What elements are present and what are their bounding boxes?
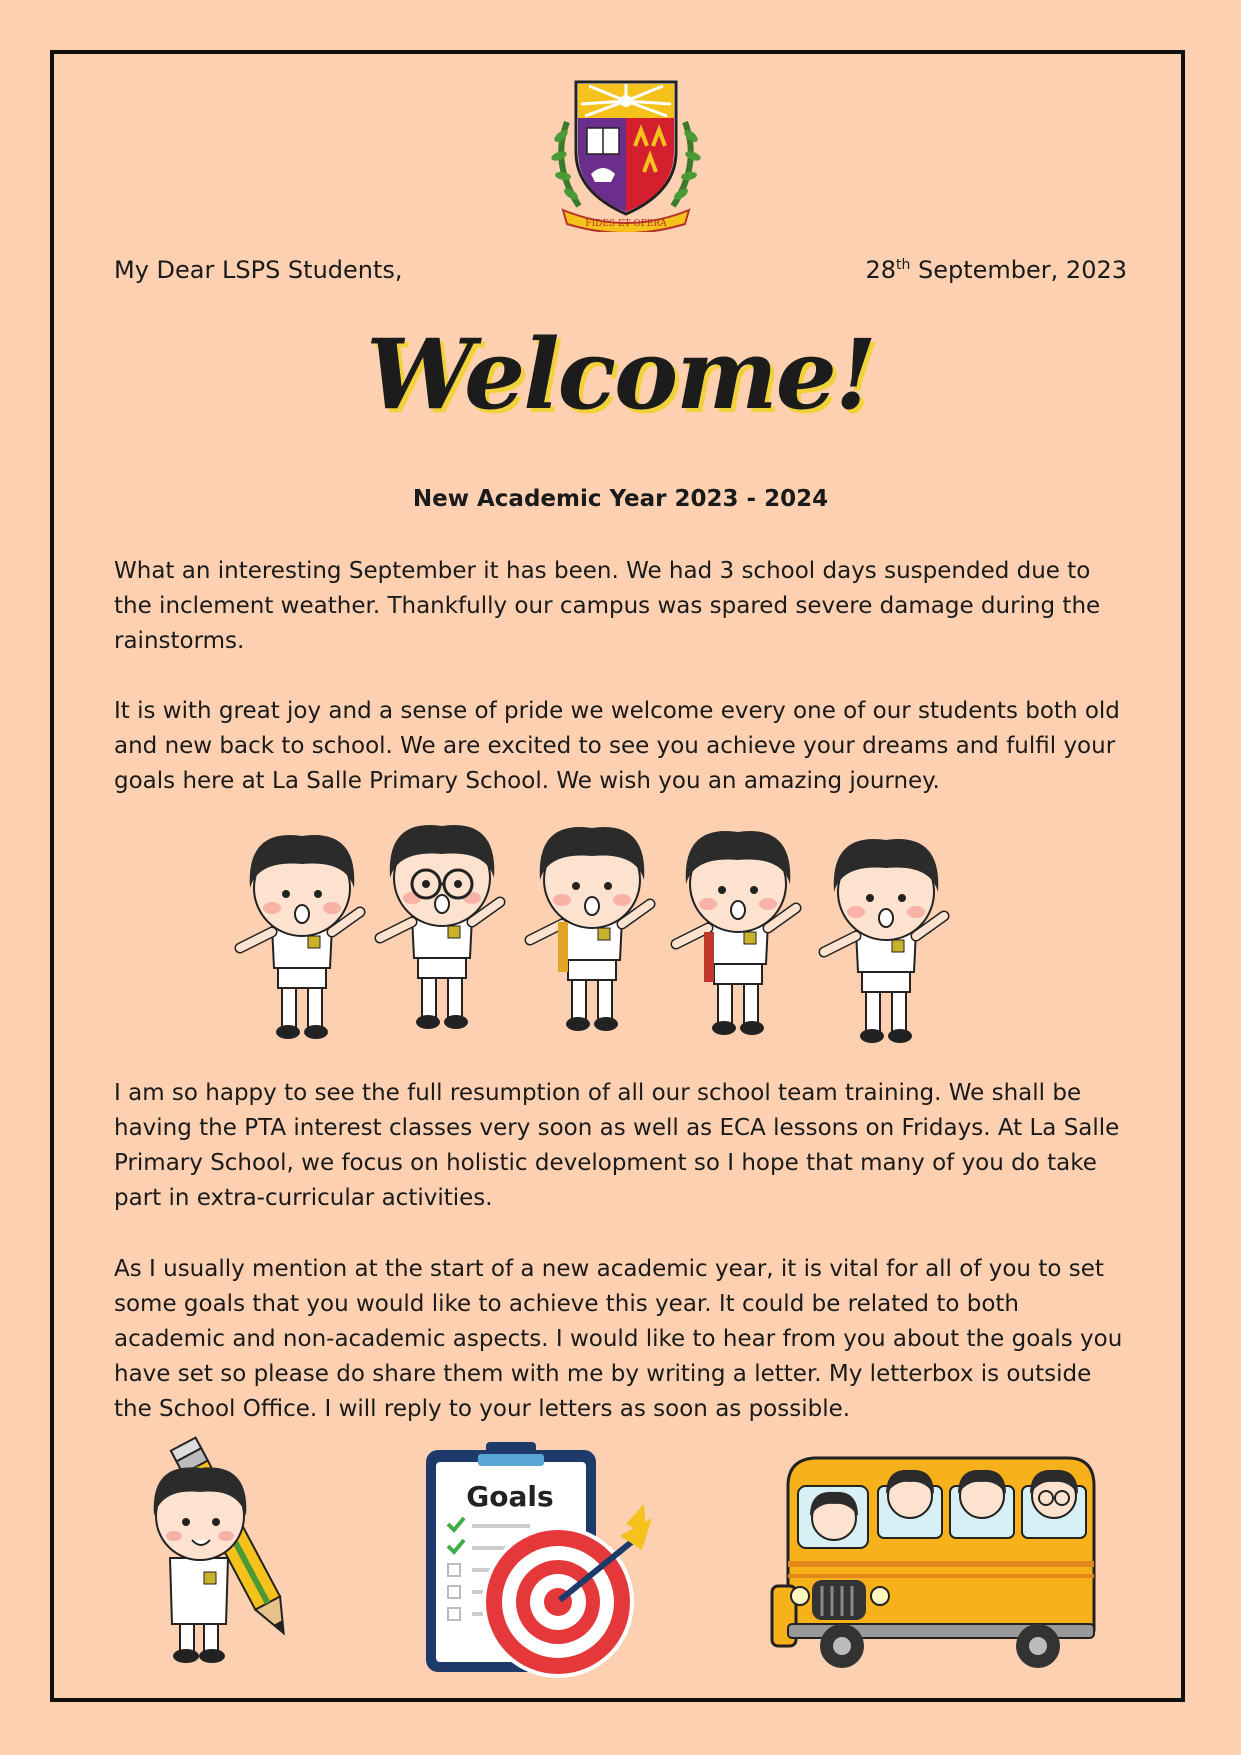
students-group-icon	[232, 812, 972, 1058]
date-rest: September, 2023	[910, 256, 1127, 284]
school-bus-icon	[768, 1446, 1104, 1678]
goals-label: Goals	[466, 1480, 554, 1513]
date-suffix: th	[896, 257, 911, 273]
welcome-heading: Welcome!	[366, 318, 875, 431]
paragraph-4: As I usually mention at the start of a new academic year, it is vital for all of you to set some goals that you would like to achieve this year. It could be related to both academic and non-academic aspects. I would like to hear from you about the goals you have set so please do share them with me by writing a letter. My letterbox is outside the School Office. I will reply to your letters as soon as possible.	[114, 1256, 1123, 1422]
paragraph-3: I am so happy to see the full resumption of all our school team training. We shall be having the PTA interest classes very soon as well as ECA lessons on Fridays. At La Salle Primary School, we focus on holistic development so I hope that many of you do take part in extra-curricular activities.	[114, 1080, 1120, 1211]
paragraph-1: What an interesting September it has been. We had 3 school days suspended due to the inclement weather. Thankfully our campus was spared severe damage during the rainstorms.	[114, 558, 1101, 654]
paragraph-2: It is with great joy and a sense of pride we welcome every one of our students both old and new back to school. We are excited to see you achieve your dreams and fulfil your goals here at La Salle Primary School. We wish you an amazing journey.	[114, 698, 1120, 794]
goals-clipboard-icon	[420, 1440, 672, 1680]
school-crest-icon	[549, 74, 703, 232]
crest-motto: FIDES ET OPERA	[585, 219, 667, 229]
salutation: My Dear LSPS Students,	[114, 256, 403, 284]
letter-date	[865, 256, 1127, 284]
student-with-pencil-icon	[146, 1432, 296, 1672]
date-day: 28	[865, 256, 896, 284]
subtitle: New Academic Year 2023 - 2024	[412, 486, 829, 512]
